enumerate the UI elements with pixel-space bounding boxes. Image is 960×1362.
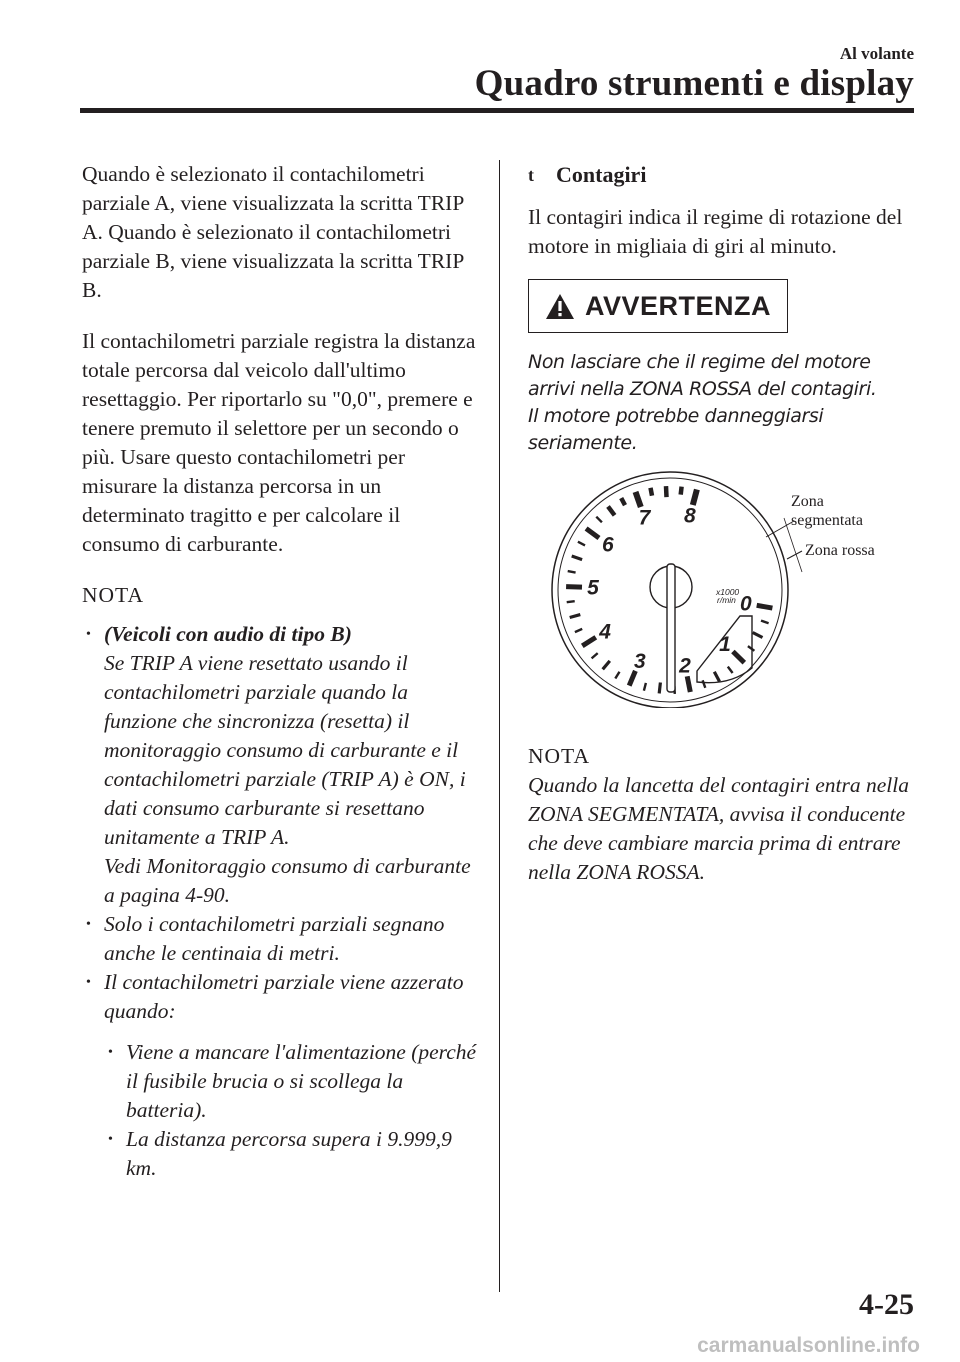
tachometer-tick [629, 671, 635, 686]
tachometer-tick [659, 683, 660, 694]
tachometer-tick [575, 629, 582, 632]
sub-note-list [104, 1038, 482, 1183]
tachometer-tick [693, 490, 697, 506]
note-item-text: Se TRIP A viene resettato usando il contachilometri parziale quando la funzione che sincronizza (resetta) il monitoraggio consumo di carburante e il contachilometri parziale (TRIP A) è ON, i dati consumo carburante si resettano unitamente a TRIP A. [104, 651, 466, 849]
header-title: Quadro strumenti e display [474, 63, 914, 104]
note-item-hundreds-of-meters: • Solo i contachilometri parziali segnano anche le centinaia di metri. [82, 910, 482, 968]
tachometer-dial-number: 4 [599, 620, 611, 644]
tachometer-tick [566, 587, 582, 588]
tachometer-tick [570, 615, 581, 618]
tachometer-tick [578, 542, 585, 546]
tachometer-tick [748, 646, 755, 651]
tachometer-illustration [540, 468, 900, 708]
column-divider [499, 160, 500, 1292]
tachometer-dial-number: 3 [633, 649, 646, 673]
warning-label: AVVERTENZA [584, 290, 771, 321]
note-item-reset-conditions [82, 968, 482, 1183]
note-item-audio-type-b [82, 620, 482, 910]
tachometer-unit-rpm: r/min [717, 595, 736, 605]
section-bullet-glyph: t [528, 165, 534, 185]
tachometer-tick [603, 661, 610, 669]
sub-note-distance-exceeded: • La distanza percorsa supera i 9.999,9 km. [104, 1125, 482, 1183]
callout-shift-zone-line2: segmentata [791, 512, 863, 529]
tachometer-note [528, 742, 918, 887]
tachometer-tick [644, 683, 646, 691]
tachometer-dial-number: 8 [684, 504, 696, 528]
tachometer-tick [572, 556, 582, 560]
note-label: NOTA [528, 744, 590, 768]
tachometer-tick [608, 507, 615, 516]
trip-selection-paragraph: Quando è selezionato il contachilometri parziale A, viene visualizzata la scritta TRIP A. Quando è selezionato il contachilometri parziale B, viene visualizzata la scritta TRIP B. [82, 162, 464, 302]
callout-red-zone: Zona rossa [805, 542, 875, 559]
tachometer-tick [761, 621, 769, 624]
tachometer-tick [636, 492, 641, 507]
note-item-reference: Vedi Monitoraggio consumo di carburante a pagina 4-90. [104, 854, 471, 907]
note-list [82, 620, 482, 1183]
tachometer-note-text: Quando la lancetta del contagiri entra nella ZONA SEGMENTATA, avvisa il conducente che deve cambiare marcia prima di entrare nella ZONA ROSSA. [528, 773, 909, 884]
tachometer-tick [651, 488, 653, 496]
warning-line-redzone: Non lasciare che il regime del motore arrivi nella ZONA ROSSA del contagiri. [528, 351, 877, 400]
tachometer-intro: Il contagiri indica il regime di rotazione del motore in migliaia di giri al minuto. [528, 205, 903, 258]
tachometer-tick [567, 601, 575, 602]
tachometer-needle [667, 564, 675, 692]
warning-line-damage: Il motore potrebbe danneggiarsi seriamente. [528, 405, 824, 454]
tachometer-tick [582, 637, 596, 646]
warning-box [528, 279, 788, 333]
section-heading [528, 160, 918, 189]
tachometer-dial-number: 0 [739, 592, 752, 616]
tachometer-tick [666, 486, 667, 497]
section-heading-text: Contagiri [556, 162, 647, 187]
warning-text [528, 349, 918, 457]
page-number: 4-25 [859, 1288, 914, 1321]
callout-shift-zone-line1: Zona [791, 493, 824, 510]
tachometer-tick [681, 487, 682, 495]
tachometer-dial-number: 7 [638, 506, 651, 530]
header-rule [80, 108, 914, 113]
tachometer-tick [592, 653, 598, 658]
tachometer-tick [733, 652, 744, 663]
tachometer-tick [568, 571, 576, 573]
tachometer-dial-number: 5 [587, 576, 599, 600]
tachometer-dial-number: 2 [679, 654, 691, 678]
note-item-text: Il contachilometri parziale viene azzerato quando: [104, 970, 464, 1023]
note-label: NOTA [82, 583, 144, 607]
warning-triangle-icon [545, 293, 575, 320]
tachometer-tick [757, 605, 773, 608]
tachometer-tick [703, 680, 706, 688]
header-section-label: Al volante [839, 44, 914, 63]
sub-note-power-loss: • Viene a mancare l'alimentazione (perché il fusibile brucia o si scollega la batteria). [104, 1038, 482, 1125]
right-column [528, 160, 918, 457]
tachometer-tick [586, 529, 599, 539]
watermark: carmanualsonline.info [697, 1334, 920, 1357]
tachometer-tick [753, 633, 763, 638]
tachometer-dial-number: 6 [602, 533, 614, 557]
tachometer-tick [596, 517, 602, 523]
tachometer-tick [714, 672, 719, 682]
tachometer-unit-multiplier: x1000 [716, 587, 740, 597]
tachometer-tick [621, 498, 625, 505]
note-item-title: (Veicoli con audio di tipo B) [104, 622, 352, 646]
tachometer-dial-number: 1 [719, 632, 731, 656]
callout-red-zone-leader [787, 551, 802, 559]
tachometer-figure [540, 468, 900, 708]
tachometer-tick [728, 667, 733, 673]
left-column [82, 160, 482, 1183]
trip-reset-paragraph: Il contachilometri parziale registra la distanza totale percorsa dal veicolo dall'ultimo resettaggio. Per riportarlo su "0,0", premere e tenere premuto il selettore per un secondo o più. Usare questo contachilometri per misurare la distanza percorsa in un determinato tragitto e per calcolare il consumo di carburante. [82, 329, 476, 556]
tachometer-tick [687, 676, 690, 692]
tachometer-tick [615, 672, 619, 679]
